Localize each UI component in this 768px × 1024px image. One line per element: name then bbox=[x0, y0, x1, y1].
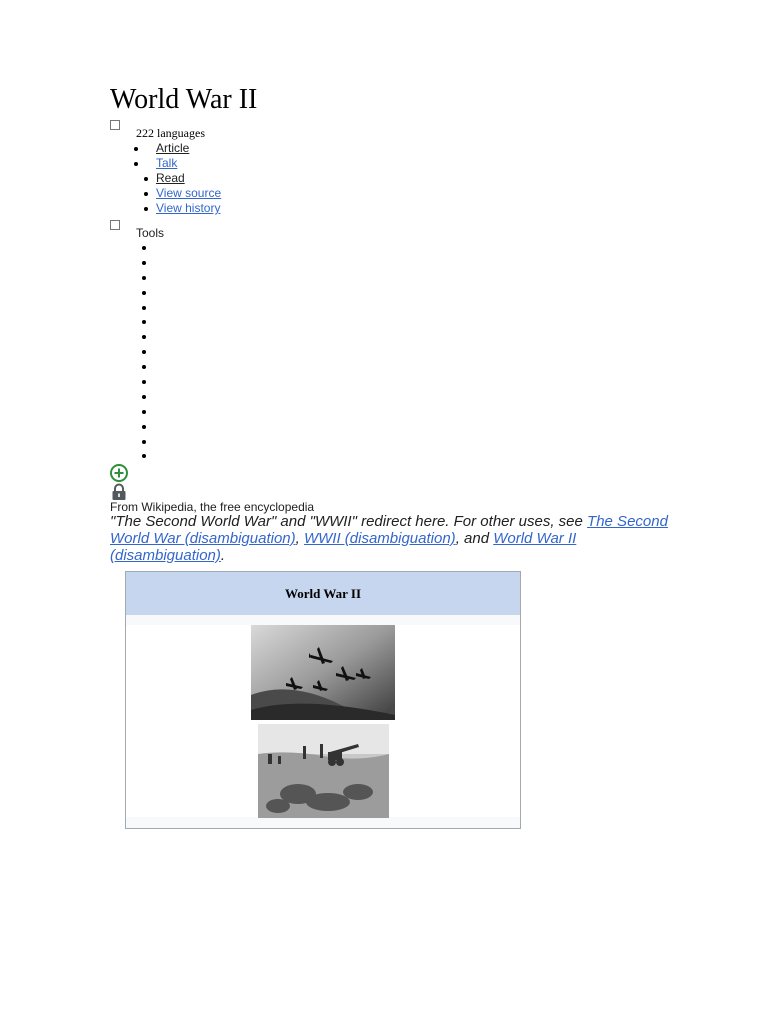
infobox bbox=[125, 571, 521, 829]
tab-view-source[interactable] bbox=[156, 186, 221, 201]
infobox-image-artillery[interactable] bbox=[258, 724, 389, 818]
hatnote bbox=[110, 513, 670, 564]
tab-read[interactable] bbox=[156, 171, 221, 186]
hatnote-link-wwii[interactable]: WWII (disambiguation) bbox=[303, 530, 456, 547]
tab-article-link[interactable]: Article bbox=[156, 141, 190, 155]
view-tabs bbox=[156, 171, 221, 216]
tab-view-history[interactable] bbox=[156, 201, 221, 216]
tools-button[interactable]: Tools bbox=[136, 226, 165, 240]
hatnote-separator: , bbox=[295, 530, 304, 547]
hatnote-separator: , and bbox=[455, 530, 494, 547]
tab-talk[interactable] bbox=[156, 156, 189, 171]
tab-view-history-link[interactable]: View history bbox=[156, 201, 221, 215]
infobox-montage bbox=[126, 625, 520, 817]
lock-icon bbox=[110, 483, 128, 501]
hatnote-text: "The Second World War" and "WWII" redirect here. For other uses, see bbox=[110, 513, 588, 530]
add-icon[interactable] bbox=[110, 464, 128, 482]
tab-talk-link[interactable]: Talk bbox=[156, 156, 178, 170]
tab-read-link[interactable]: Read bbox=[156, 171, 185, 185]
infobox-title: World War II bbox=[126, 572, 520, 615]
tab-view-source-link[interactable]: View source bbox=[156, 186, 222, 200]
languages-button[interactable]: 222 languages bbox=[136, 126, 205, 140]
hatnote-link-world-war-ii[interactable]: World War II (disambiguation) bbox=[110, 530, 577, 564]
languages-checkbox[interactable] bbox=[110, 120, 120, 130]
hatnote-suffix: . bbox=[220, 547, 226, 564]
tab-article[interactable] bbox=[156, 141, 189, 156]
infobox-image-aircraft[interactable] bbox=[251, 625, 395, 720]
tools-checkbox[interactable] bbox=[110, 220, 120, 230]
hatnote-link-second-world-war[interactable]: The Second World War (disambiguation) bbox=[110, 513, 668, 547]
page-title: World War II bbox=[110, 84, 258, 115]
namespace-tabs bbox=[156, 141, 189, 171]
site-tagline: From Wikipedia, the free encyclopedia bbox=[110, 500, 315, 514]
